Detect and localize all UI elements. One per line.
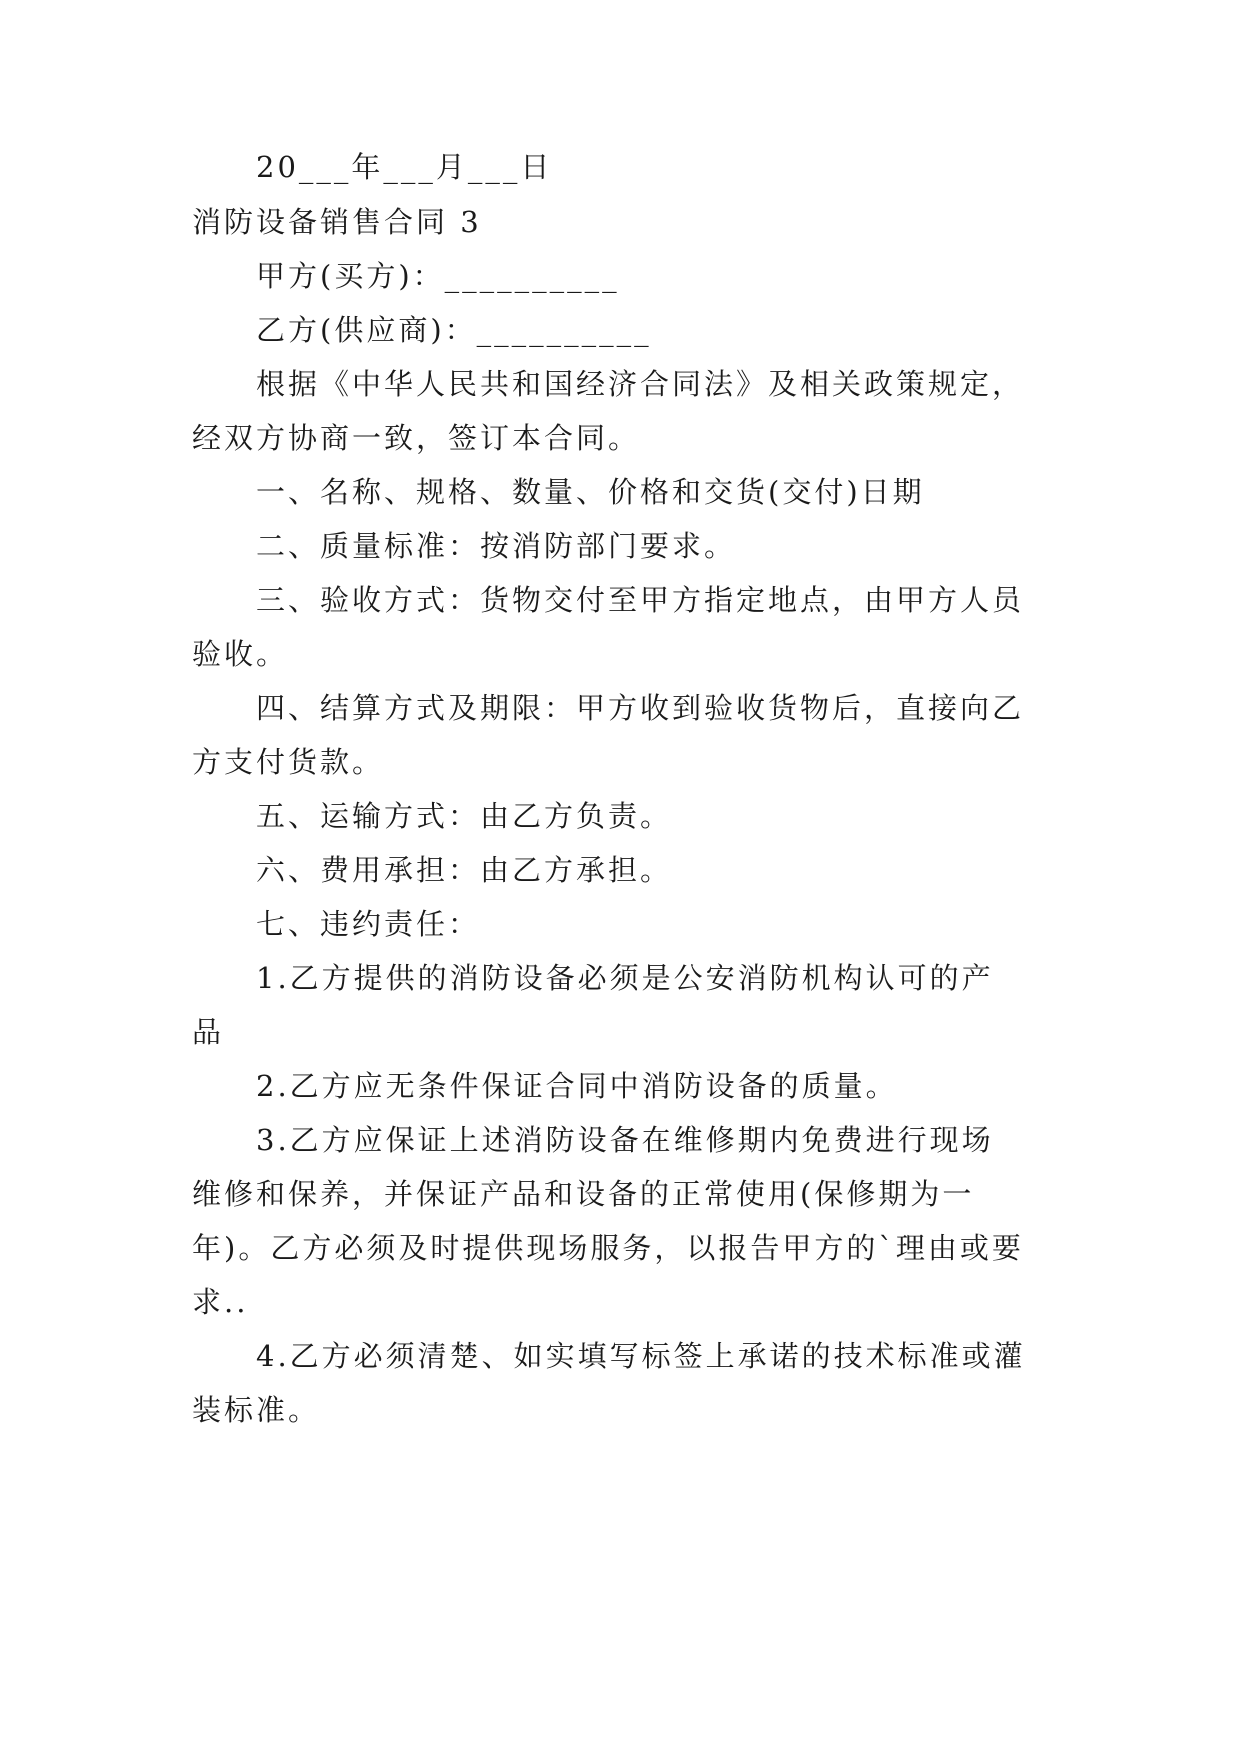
intro-line-2: 经双方协商一致，签订本合同。	[192, 421, 641, 455]
clause-3-line-2: 验收。	[192, 637, 289, 671]
item-3-line-4: 求..	[192, 1285, 249, 1319]
item-2: 2.乙方应无条件保证合同中消防设备的质量。	[256, 1069, 898, 1103]
item-3-line-1: 3.乙方应保证上述消防设备在维修期内免费进行现场	[256, 1123, 994, 1157]
item-3-line-3: 年)。乙方必须及时提供现场服务，以报告甲方的`理由或要	[192, 1231, 1024, 1265]
party-a-line: 甲方(买方)：__________	[256, 259, 620, 293]
intro-line-1: 根据《中华人民共和国经济合同法》及相关政策规定，	[256, 367, 1025, 401]
clause-4-line-1: 四、结算方式及期限：甲方收到验收货物后，直接向乙	[256, 691, 1025, 725]
item-3-line-2: 维修和保养，并保证产品和设备的正常使用(保修期为一	[192, 1177, 975, 1211]
item-4-line-1: 4.乙方必须清楚、如实填写标签上承诺的技术标准或灌	[256, 1339, 1026, 1373]
clause-5: 五、运输方式：由乙方负责。	[256, 799, 673, 833]
party-b-line: 乙方(供应商)：__________	[256, 313, 652, 347]
clause-6: 六、费用承担：由乙方承担。	[256, 853, 673, 887]
clause-7: 七、违约责任：	[256, 907, 481, 941]
item-1-line-1: 1.乙方提供的消防设备必须是公安消防机构认可的产	[256, 961, 994, 995]
date-line: 20___年___月___日	[256, 150, 553, 184]
clause-4-line-2: 方支付货款。	[192, 745, 385, 779]
clause-2: 二、质量标准：按消防部门要求。	[256, 529, 737, 563]
clause-1: 一、名称、规格、数量、价格和交货(交付)日期	[256, 475, 925, 509]
item-4-line-2: 装标准。	[192, 1393, 321, 1427]
item-1-line-2: 品	[192, 1015, 225, 1049]
document-title: 消防设备销售合同 3	[192, 205, 482, 239]
clause-3-line-1: 三、验收方式：货物交付至甲方指定地点，由甲方人员	[256, 583, 1025, 617]
